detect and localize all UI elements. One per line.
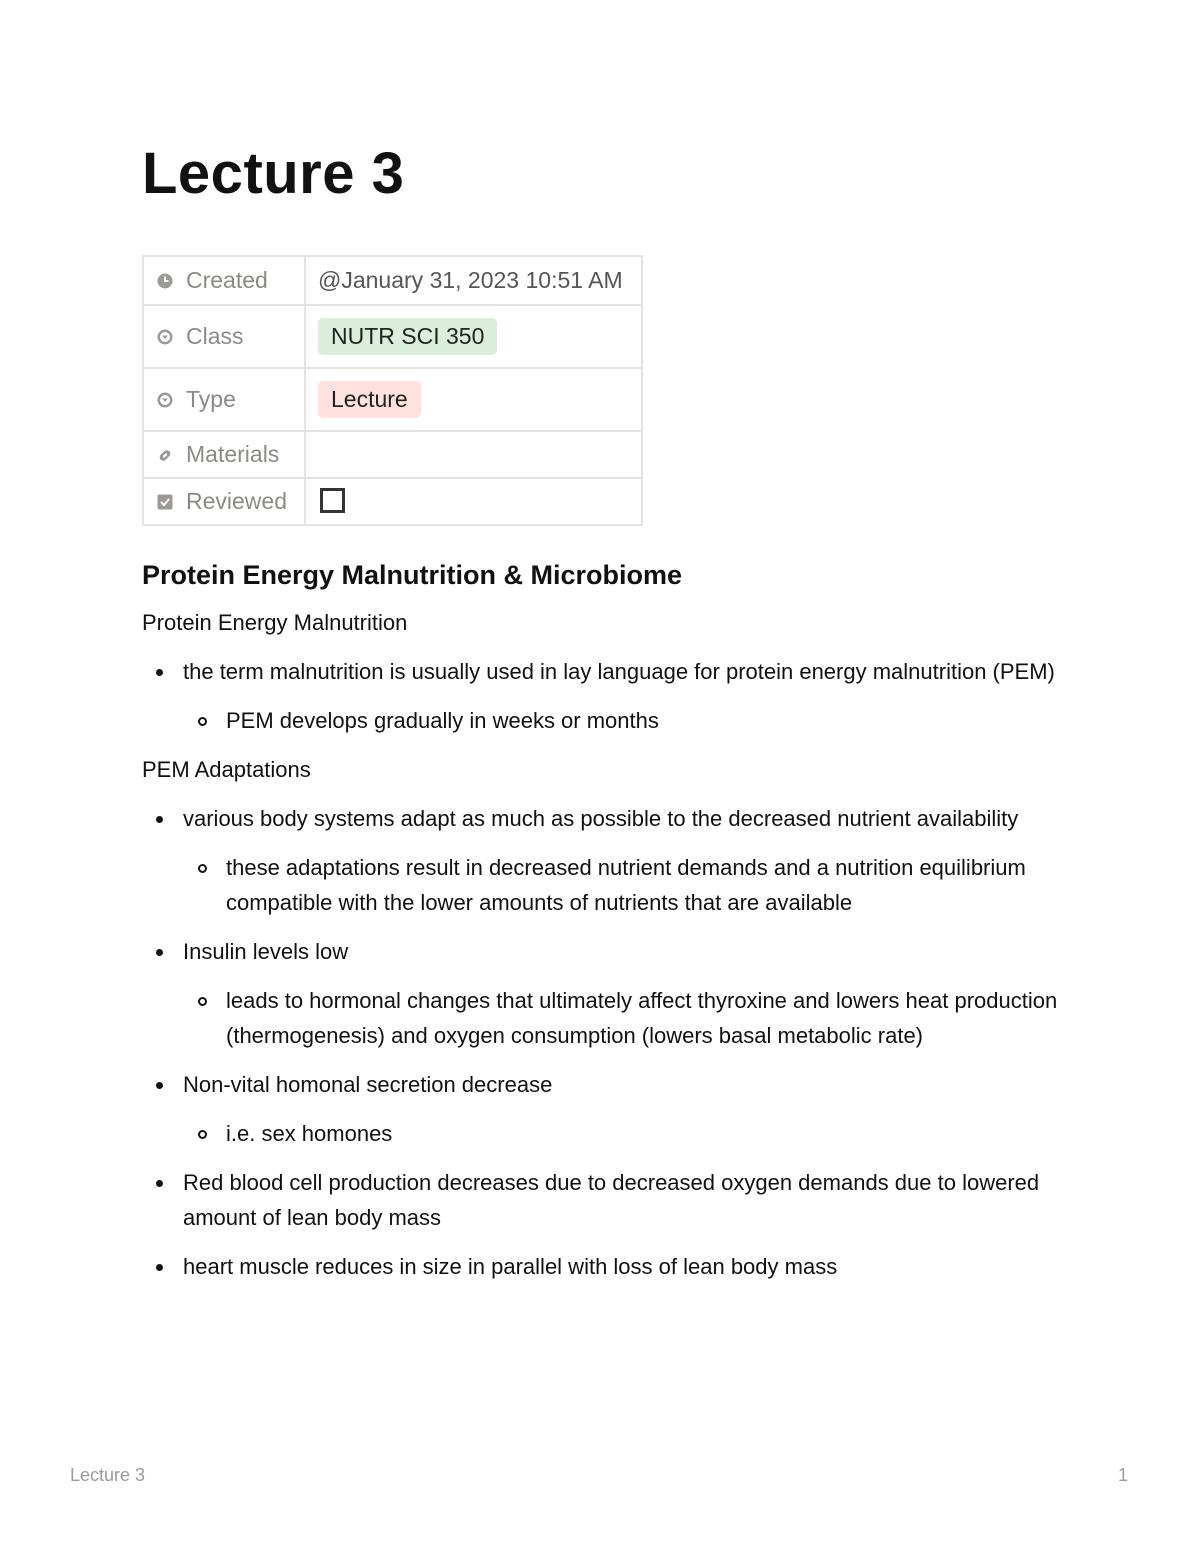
created-label: Created <box>186 267 268 293</box>
subheading-pem-adaptations: PEM Adaptations <box>142 757 311 782</box>
bullet-list <box>142 801 1062 1284</box>
page-number: 1 <box>1117 1465 1128 1485</box>
list-item: heart muscle reduces in size in parallel with loss of lean body mass <box>142 1249 1062 1284</box>
select-icon <box>156 328 174 346</box>
sub-list-item: leads to hormonal changes that ultimately affect thyroxine and lowers heat production (thermogenesis) and oxygen consumption (lowers basal metabolic rate) <box>183 983 1062 1053</box>
reviewed-label: Reviewed <box>186 488 287 514</box>
sub-list-item: i.e. sex homones <box>183 1116 1062 1151</box>
list-item: Insulin levels low leads to hormonal changes that ultimately affect thyroxine and lowers heat production (thermogenesis) and oxygen consumption (lowers basal metabolic rate) <box>142 934 1062 1053</box>
subheading-pem: Protein Energy Malnutrition <box>142 610 408 635</box>
select-icon <box>156 391 174 409</box>
property-row-materials <box>143 431 642 478</box>
property-row-created <box>143 256 642 305</box>
type-label: Type <box>186 386 236 412</box>
properties-table <box>142 255 643 526</box>
reviewed-checkbox[interactable] <box>320 488 345 513</box>
list-item: various body systems adapt as much as possible to the decreased nutrient availability these adaptations result in decreased nutrient demands and a nutrition equilibrium compatible with the lower amounts of nutrients that are available <box>142 801 1062 920</box>
type-tag[interactable]: Lecture <box>318 381 421 418</box>
materials-value[interactable] <box>305 431 642 478</box>
sub-list-item: PEM develops gradually in weeks or months <box>183 703 1062 738</box>
list-item: the term malnutrition is usually used in lay language for protein energy malnutrition (PEM) PEM develops gradually in weeks or months <box>142 654 1062 738</box>
paperclip-icon <box>156 446 174 464</box>
footer-title: Lecture 3 <box>70 1465 146 1485</box>
list-item: Red blood cell production decreases due to decreased oxygen demands due to lowered amount of lean body mass <box>142 1165 1062 1235</box>
class-label: Class <box>186 323 244 349</box>
property-row-class <box>143 305 642 368</box>
materials-label: Materials <box>186 441 280 467</box>
class-tag[interactable]: NUTR SCI 350 <box>318 318 497 355</box>
created-value: @January 31, 2023 10:51 AM <box>318 267 623 293</box>
property-row-reviewed <box>143 478 642 525</box>
page-content <box>142 560 1062 1298</box>
property-row-type <box>143 368 642 431</box>
clock-icon <box>156 272 174 290</box>
sub-list-item: these adaptations result in decreased nutrient demands and a nutrition equilibrium compatible with the lower amounts of nutrients that are available <box>183 850 1062 920</box>
bullet-list <box>142 654 1062 738</box>
section-heading: Protein Energy Malnutrition & Microbiome <box>142 560 683 590</box>
page-title: Lecture 3 <box>142 141 405 206</box>
list-item: Non-vital homonal secretion decrease i.e. sex homones <box>142 1067 1062 1151</box>
checkbox-icon <box>156 493 174 511</box>
